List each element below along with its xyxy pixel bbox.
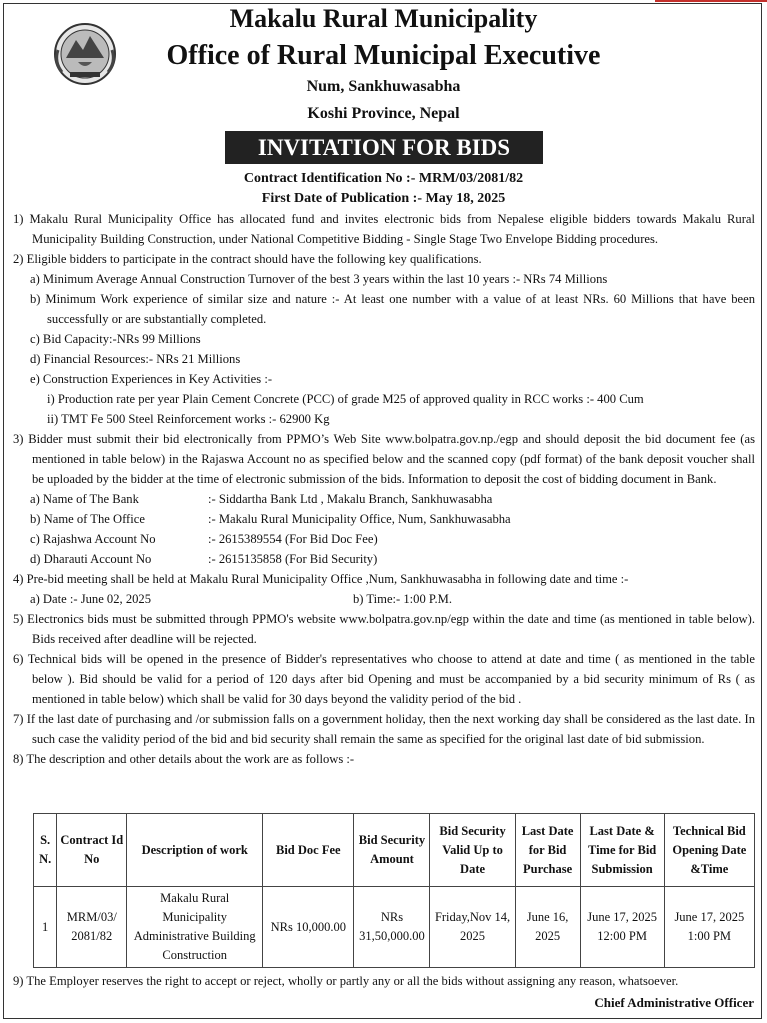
- bank-row: [13, 509, 755, 529]
- bank-row-value: :- Makalu Rural Municipality Office, Num, Sankhuwasabha: [208, 512, 511, 526]
- qualification-e-ii: ii) TMT Fe 500 Steel Reinforcement works :- 62900 Kg: [47, 412, 330, 426]
- banner-title: INVITATION FOR BIDS: [225, 131, 543, 164]
- qualification-b: b) Minimum Work experience of similar size and nature :- At least one number with a value of at least NRs. 60 Millions that have been successfully or are substantially completed.: [30, 292, 755, 326]
- bank-row: [13, 549, 755, 569]
- qualification-e-i: i) Production rate per year Plain Cement Concrete (PCC) of grade M25 of approved quality in RCC works :- 400 Cum: [47, 392, 644, 406]
- table-cell: June 17, 2025 12:00 PM: [580, 887, 664, 968]
- table-row: [34, 887, 755, 968]
- paragraph-9: 9) The Employer reserves the right to accept or reject, wholly or partly any or all the bids without assigning any reason, whatsoever.: [13, 974, 679, 988]
- table-cell: June 16, 2025: [515, 887, 580, 968]
- table-header-row: [34, 814, 755, 887]
- municipality-name: Makalu Rural Municipality: [229, 4, 538, 33]
- qualification-a: a) Minimum Average Annual Construction Turnover of the best 3 years within the last 10 years :- NRs 74 Millions: [30, 272, 608, 286]
- notice-body: [13, 209, 755, 769]
- bank-row-value: :- 2615135858 (For Bid Security): [208, 552, 378, 566]
- table-header-cell: Bid Security Amount: [354, 814, 430, 887]
- paragraph-2: 2) Eligible bidders to participate in the contract should have the following key qualifications.: [13, 252, 482, 266]
- contract-id: Contract Identification No :- MRM/03/2081/82: [243, 171, 524, 186]
- table-header-cell: Technical Bid Opening Date &Time: [664, 814, 754, 887]
- publication-date: First Date of Publication :- May 18, 2025: [261, 191, 506, 206]
- bank-row-value: :- 2615389554 (For Bid Doc Fee): [208, 532, 378, 546]
- table-cell: Makalu Rural Municipality Administrative Building Construction: [127, 887, 263, 968]
- table-cell: MRM/03/ 2081/82: [57, 887, 127, 968]
- table-header-cell: S. N.: [34, 814, 57, 887]
- table-cell: NRs 31,50,000.00: [354, 887, 430, 968]
- paragraph-1: 1) Makalu Rural Municipality Office has allocated fund and invites electronic bids from Nepalese eligible bidders towards Makalu Rural Municipality Building Construction, under National Competitive Bidding - Single Stage Two Envelope Bidding procedures.: [13, 212, 755, 246]
- qualification-c: c) Bid Capacity:-NRs 99 Millions: [30, 332, 201, 346]
- office-name: Office of Rural Municipal Executive: [166, 40, 601, 71]
- top-red-line: [655, 0, 767, 2]
- address-line-1: Num, Sankhuwasabha: [306, 78, 461, 95]
- table-cell: NRs 10,000.00: [263, 887, 354, 968]
- paragraph-5: 5) Electronics bids must be submitted through PPMO's website www.bolpatra.gov.np/egp within the date and time (as mentioned in table below). Bids received after deadline will be rejected.: [13, 612, 755, 646]
- table-header-cell: Bid Doc Fee: [263, 814, 354, 887]
- paragraph-4: 4) Pre-bid meeting shall be held at Makalu Rural Municipality Office ,Num, Sankhuwasabha in following date and time :-: [13, 572, 629, 586]
- qualification-e: e) Construction Experiences in Key Activities :-: [30, 372, 273, 386]
- prebid-datetime: [13, 589, 755, 609]
- bank-row: [13, 489, 755, 509]
- table-header-cell: Bid Security Valid Up to Date: [430, 814, 515, 887]
- paragraph-8: 8) The description and other details about the work are as follows :-: [13, 752, 355, 766]
- prebid-time: b) Time:- 1:00 P.M.: [353, 592, 453, 606]
- table-cell: June 17, 2025 1:00 PM: [664, 887, 754, 968]
- prebid-date: a) Date :- June 02, 2025: [30, 592, 152, 606]
- table-header-cell: Contract Id No: [57, 814, 127, 887]
- paragraph-3: 3) Bidder must submit their bid electronically from PPMO’s Web Site www.bolpatra.gov.np./egp and should deposit the bid document fee (as mentioned in table below) in the Rajaswa Account no as specified below and the scanned copy (pdf format) of the bank deposit voucher shall be uploaded by the bidder at the time of electronic submission of the bids. Information to deposit the cost of bidding document in Bank.: [13, 432, 755, 486]
- paragraph-6: 6) Technical bids will be opened in the presence of Bidder's representatives who choose to attend at date and time ( as mentioned in the table below ). Bid should be valid for a period of 120 days after bid Opening and must be accompanied by a bid security minimum of Rs ( as mentioned in table below) which shall be valid for 30 days beyond the validity period of the bid .: [13, 652, 755, 706]
- table-header-cell: Last Date & Time for Bid Submission: [580, 814, 664, 887]
- table-cell: Friday,Nov 14, 2025: [430, 887, 515, 968]
- bank-row: [13, 529, 755, 549]
- bank-row-label: a) Name of The Bank: [30, 492, 139, 506]
- table-header-cell: Last Date for Bid Purchase: [515, 814, 580, 887]
- bank-row-label: b) Name of The Office: [30, 512, 145, 526]
- works-table: [33, 813, 755, 968]
- bank-row-value: :- Siddartha Bank Ltd , Makalu Branch, Sankhuwasabha: [208, 492, 493, 506]
- qualification-d: d) Financial Resources:- NRs 21 Millions: [30, 352, 241, 366]
- address-line-2: Koshi Province, Nepal: [307, 105, 460, 122]
- paragraph-7: 7) If the last date of purchasing and /or submission falls on a government holiday, then the next working day shall be considered as the last date. In such case the validity period of the bid and bid security shall remain the same as specified for the original last date of bid submission.: [13, 712, 755, 746]
- table-cell: 1: [34, 887, 57, 968]
- bank-row-label: d) Dharauti Account No: [30, 552, 152, 566]
- signature-title: Chief Administrative Officer: [594, 995, 754, 1010]
- table-header-cell: Description of work: [127, 814, 263, 887]
- bank-row-label: c) Rajashwa Account No: [30, 532, 156, 546]
